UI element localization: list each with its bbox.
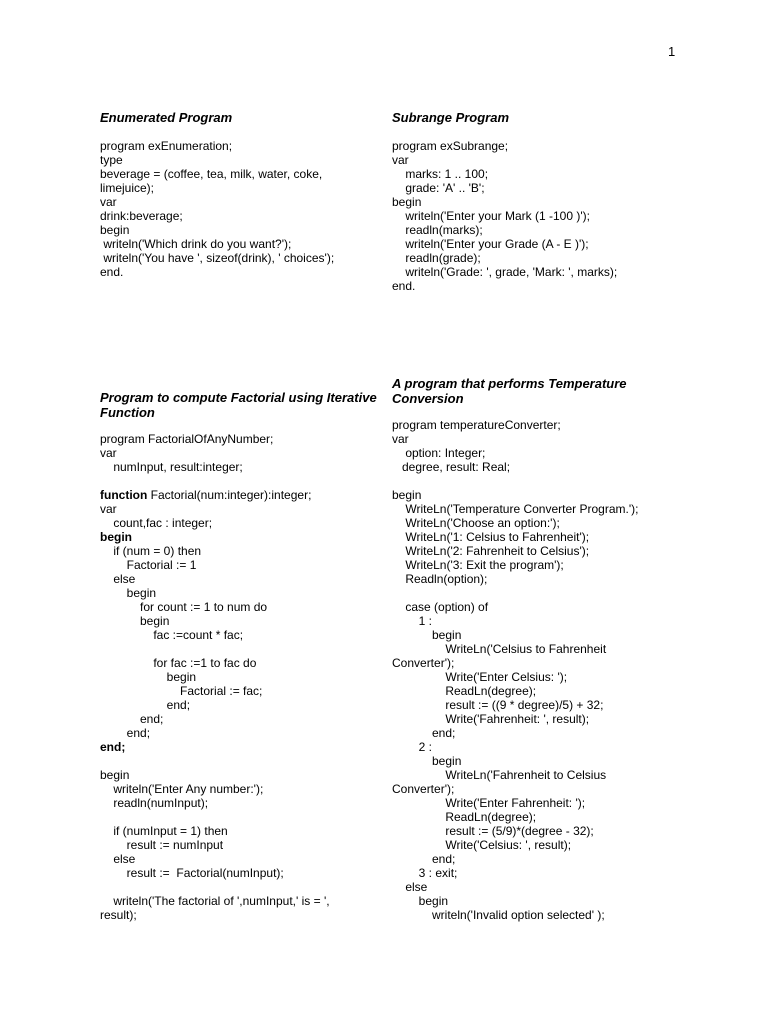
code-line: writeln('Grade: ', grade, 'Mark: ', marks); <box>392 265 618 279</box>
code-line <box>100 642 385 656</box>
code-line: end; <box>392 852 456 866</box>
code-line: var <box>392 432 409 446</box>
code-line: numInput, result:integer; <box>100 460 243 474</box>
code-line: Write('Fahrenheit: ', result); <box>392 712 590 726</box>
code-line: WriteLn('3: Exit the program'); <box>392 558 564 572</box>
code-line: end. <box>392 279 416 293</box>
code-line: degree, result: Real; <box>392 460 511 474</box>
code-line: 2 : <box>392 740 433 754</box>
code-line <box>100 754 385 768</box>
code-line: writeln('You have ', sizeof(drink), ' choices'); <box>100 251 335 265</box>
code-line: result); <box>100 908 137 922</box>
code-line: end; <box>392 726 456 740</box>
code-line: readln(marks); <box>392 223 483 237</box>
code-line: begin <box>100 586 157 600</box>
code-line: WriteLn('2: Fahrenheit to Celsius'); <box>392 544 590 558</box>
code-line: end; <box>100 740 126 754</box>
code-line: for count := 1 to num do <box>100 600 268 614</box>
section-enumerated-program <box>100 110 370 279</box>
code-line: var <box>392 153 409 167</box>
code-line: readln(numInput); <box>100 796 209 810</box>
code-block <box>100 432 385 922</box>
code-line: WriteLn('Temperature Converter Program.'); <box>392 502 639 516</box>
code-line: writeln('Which drink do you want?'); <box>100 237 292 251</box>
code-line <box>392 474 682 488</box>
section-title: Function <box>100 405 155 420</box>
code-line: var <box>100 446 117 460</box>
code-line-text: Factorial(num:integer):integer; <box>150 488 312 502</box>
code-line: 1 : <box>392 614 433 628</box>
code-line: if (numInput = 1) then <box>100 824 228 838</box>
code-line: end; <box>100 712 164 726</box>
code-line: WriteLn('Fahrenheit to Celsius <box>392 768 607 782</box>
section-subrange-program <box>392 110 662 293</box>
code-line: begin <box>100 530 132 544</box>
code-line: type <box>100 153 123 167</box>
code-line: begin <box>100 614 170 628</box>
code-line: Converter'); <box>392 782 455 796</box>
code-block <box>100 139 370 279</box>
code-line: fac :=count * fac; <box>100 628 244 642</box>
code-line: begin <box>392 488 422 502</box>
code-line: var <box>100 195 117 209</box>
code-line: writeln('Enter your Grade (A - E )'); <box>392 237 589 251</box>
code-line: begin <box>392 195 422 209</box>
code-line: option: Integer; <box>392 446 486 460</box>
code-line: begin <box>392 894 449 908</box>
section-temperature-program <box>392 376 682 922</box>
section-title: Conversion <box>392 391 464 406</box>
code-line: readln(grade); <box>392 251 481 265</box>
section-title: A program that performs Temperature <box>392 376 627 391</box>
code-line <box>100 880 385 894</box>
code-line: 3 : exit; <box>392 866 458 880</box>
code-line: drink:beverage; <box>100 209 183 223</box>
code-line: begin <box>100 223 130 237</box>
code-line: Converter'); <box>392 656 455 670</box>
section-title: Program to compute Factorial using Iterative <box>100 390 377 405</box>
code-line: grade: 'A' .. 'B'; <box>392 181 485 195</box>
code-block <box>392 418 682 922</box>
code-line: begin <box>392 754 462 768</box>
code-line: limejuice); <box>100 181 155 195</box>
code-line: function Factorial(num:integer):integer; <box>100 488 312 502</box>
code-line: beverage = (coffee, tea, milk, water, coke, <box>100 167 323 181</box>
code-line <box>392 586 682 600</box>
code-line: program exSubrange; <box>392 139 509 153</box>
code-line: writeln('Invalid option selected' ); <box>392 908 605 922</box>
code-line: Write('Enter Celsius: '); <box>392 670 568 684</box>
code-line: writeln('The factorial of ',numInput,' is = ', <box>100 894 330 908</box>
code-line: ReadLn(degree); <box>392 684 537 698</box>
code-block <box>392 139 662 293</box>
code-line: Write('Celsius: ', result); <box>392 838 572 852</box>
code-line: writeln('Enter your Mark (1 -100 )'); <box>392 209 590 223</box>
code-line: result := numInput <box>100 838 224 852</box>
code-line: program FactorialOfAnyNumber; <box>100 432 274 446</box>
section-title: Enumerated Program <box>100 110 233 125</box>
code-line: Factorial := fac; <box>100 684 263 698</box>
code-line: else <box>100 572 136 586</box>
code-line: for fac :=1 to fac do <box>100 656 257 670</box>
code-line: case (option) of <box>392 600 489 614</box>
code-line: count,fac : integer; <box>100 516 213 530</box>
code-line: end; <box>100 698 191 712</box>
code-line: ReadLn(degree); <box>392 810 537 824</box>
code-line: begin <box>392 628 462 642</box>
code-line: if (num = 0) then <box>100 544 202 558</box>
code-line <box>100 474 385 488</box>
code-line: program exEnumeration; <box>100 139 233 153</box>
code-line: Readln(option); <box>392 572 488 586</box>
section-factorial-program <box>100 390 385 922</box>
code-line: result := ((9 * degree)/5) + 32; <box>392 698 604 712</box>
code-line: Factorial := 1 <box>100 558 197 572</box>
section-title: Subrange Program <box>392 110 510 125</box>
code-line: writeln('Enter Any number:'); <box>100 782 264 796</box>
code-line: end; <box>100 726 151 740</box>
code-line: program temperatureConverter; <box>392 418 561 432</box>
code-line: var <box>100 502 117 516</box>
page-number: 1 <box>668 44 676 59</box>
code-line: result := Factorial(numInput); <box>100 866 284 880</box>
code-line <box>100 810 385 824</box>
code-line: Write('Enter Fahrenheit: '); <box>392 796 586 810</box>
code-line: marks: 1 .. 100; <box>392 167 489 181</box>
code-line: else <box>392 880 428 894</box>
code-line: WriteLn('1: Celsius to Fahrenheit'); <box>392 530 590 544</box>
code-line: else <box>100 852 136 866</box>
code-line: WriteLn('Celsius to Fahrenheit <box>392 642 607 656</box>
code-line: begin <box>100 768 130 782</box>
code-line: WriteLn('Choose an option:'); <box>392 516 560 530</box>
code-line: end. <box>100 265 124 279</box>
code-line: begin <box>100 670 197 684</box>
code-line: result := (5/9)*(degree - 32); <box>392 824 594 838</box>
